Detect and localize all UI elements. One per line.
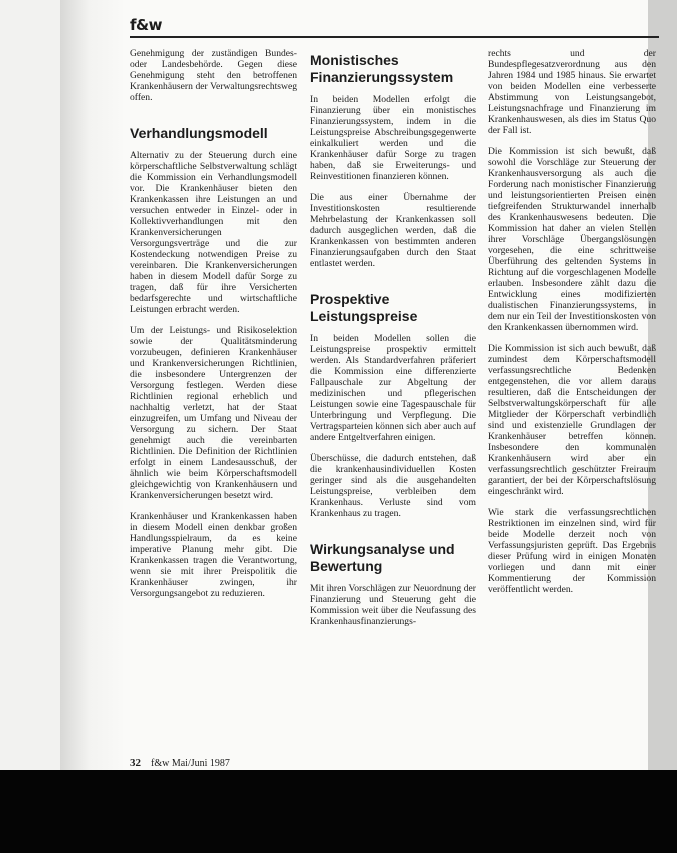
- body-paragraph: Die aus einer Übernahme der Investitionskosten resultierende Mehrbelastung der Krankenkassen soll dadurch ausgeglichen werden, daß die Krankenkassen von bestimmten anderen Finanzierungsaufgaben durch den Staat entlastet werden.: [310, 192, 476, 269]
- text-column-1: [130, 48, 297, 760]
- body-paragraph: In beiden Modellen erfolgt die Finanzierung über ein monistisches Finanzierungssystem, indem in die Leistungspreise Abschreibungsgegenwerte einkalkuliert werden und die Krankenhäuser dafür Sorge zu tragen haben, daß sie Erweiterungs- und Reinvestitionen finanzieren können.: [310, 94, 476, 182]
- section-heading: Prospektive Leistungspreise: [310, 291, 418, 324]
- body-paragraph: Die Kommission ist sich auch bewußt, daß zumindest dem Körperschaftsmodell verfassungsrechtliche Bedenken entgegenstehen, die vor allem daraus resultieren, daß die Entscheidungen der Selbstverwaltungskörperschaft für alle Mitglieder der Körperschaft verbindlich sind und existenzielle Grundlagen der Krankenhäuser betreffen können. Insbesondere den kommunalen Krankenhäusern wird aber ein verfassungsrechtlich geschützter Freiraum garantiert, der bei der Körperschaftslösung eingeschränkt wird.: [488, 343, 656, 497]
- body-paragraph: Überschüsse, die dadurch entstehen, daß die krankenhausindividuellen Kosten geringer sind als die ausgehandelten Leistungspreise, verbleiben dem Krankenhaus. Verluste sind vom Krankenhaus zu tragen.: [310, 453, 476, 519]
- magazine-logo: f&w: [130, 16, 162, 34]
- body-paragraph: Die Kommission ist sich bewußt, daß sowohl die Vorschläge zur Steuerung der Krankenhausversorgung als auch die Forderung nach monistischer Finanzierung und leistungsorientierten Preisen einen tiefgreifenden Strukturwandel innerhalb des Krankenhauswesens bedeuten. Die Kommission hat daher an vielen Stellen ihrer Vorschläge Übergangslösungen vorgesehen, die eine schrittweise Überführung des geltenden Systems in Richtung auf die vorgeschlagenen Modelle erlauben. Insbesondere zählt dazu die Entwicklung eines modifizierten dualistischen Finanzierungssystems, in dem nur ein Teil der Investitionskosten von den Krankenkassen übernommen wird.: [488, 146, 656, 333]
- page-footer: [130, 757, 230, 769]
- text-column-2: [310, 48, 476, 760]
- body-paragraph: Um der Leistungs- und Risikoselektion sowie der Qualitätsminderung vorzubeugen, definieren Krankenhäuser und Krankenversicherungen Richtlinien, die insbesondere Untergrenzen der Versorgung festlegen. Werden diese Richtlinien regional erheblich und nachhaltig verletzt, hat der Staat einzugreifen, um Umfang und Niveau der Versorgung zu sichern. Der Staat genehmigt auch die vereinbarten Richtlinien. Die Definition der Richtlinien erfolgt in einem Landesausschuß, der ähnlich wie beim Körperschaftsmodell gleichgewichtig von Krankenhäusern und Krankenversicherungen besetzt wird.: [130, 325, 297, 501]
- body-paragraph: In beiden Modellen sollen die Leistungspreise prospektiv ermittelt werden. Als Standardverfahren präferiert die Kommission eine differenzierte Fallpauschale zur Abgeltung der medizinischen und pflegerischen Leistungen sowie eine Tagespauschale für Unterbringung und Verpflegung. Die Vertragsparteien können sich aber auch auf andere Entgeltverfahren einigen.: [310, 333, 476, 443]
- text-column-3: [488, 48, 656, 760]
- header-rule: [130, 36, 659, 38]
- section-heading: Monistisches Finanzierungssystem: [310, 52, 454, 85]
- body-paragraph: Genehmigung der zuständigen Bundes- oder Landesbehörde. Gegen diese Genehmigung steht den betroffenen Krankenhäusern der Verwaltungsrechtsweg offen.: [130, 48, 297, 103]
- section-heading: Verhandlungsmodell: [130, 125, 268, 141]
- body-paragraph: Krankenhäuser und Krankenkassen haben in diesem Modell einen denkbar großen Handlungsspielraum, da es keine imperative Planung mehr gibt. Die Krankenkassen tragen die Verantwortung, wenn sie mit ihrer Preispolitik die Krankenhäuser zwingen, ihr Versorgungsangebot zu reduzieren.: [130, 511, 297, 599]
- body-paragraph: rechts und der Bundespflegesatzverordnung aus den Jahren 1984 und 1985 hinaus. Sie erwartet von beiden Modellen eine verbesserte Abstimmung von Leistungsangebot, Leistungsnachfrage und Finanzierung im Krankenhauswesen, als dies im Status Quo der Fall ist.: [488, 48, 656, 136]
- body-paragraph: Wie stark die verfassungsrechtlichen Restriktionen im einzelnen sind, wird für beide Modelle derzeit noch von Verfassungsjuristen geprüft. Das Ergebnis dieser Prüfung wird in einigen Monaten vorliegen und dann mit einer Kommentierung der Kommission veröffentlicht werden.: [488, 507, 656, 595]
- section-heading: Wirkungsanalyse und Bewertung: [310, 541, 455, 574]
- scan-bottom-band: [0, 770, 677, 853]
- page-gutter-shadow: [60, 0, 126, 770]
- body-paragraph: Mit ihren Vorschlägen zur Neuordnung der Finanzierung und Steuerung geht die Kommission weit über die Neufassung des Krankenhausfinanzierungs-: [310, 583, 476, 627]
- page-number: 32: [130, 757, 141, 769]
- issue-label: f&w Mai/Juni 1987: [151, 758, 230, 769]
- body-paragraph: Alternativ zu der Steuerung durch eine körperschaftliche Selbstverwaltung schlägt die Kommission ein Verhandlungsmodell vor. Die Krankenhäuser bieten den Krankenkassen ihre Leistungen an und versuchen entweder in Einzel- oder in Kollektivverhandlungen mit den Krankenversicherungen Versorgungsverträge und die zur Kostendeckung notwendigen Preise zu vereinbaren. Die Krankenversicherungen haben in diesem Modell dafür Sorge zu tragen, daß für ihre Versicherten bedarfsgerechte und wirtschaftliche Leistungen erbracht werden.: [130, 150, 297, 315]
- scan-margin-left: [0, 0, 60, 770]
